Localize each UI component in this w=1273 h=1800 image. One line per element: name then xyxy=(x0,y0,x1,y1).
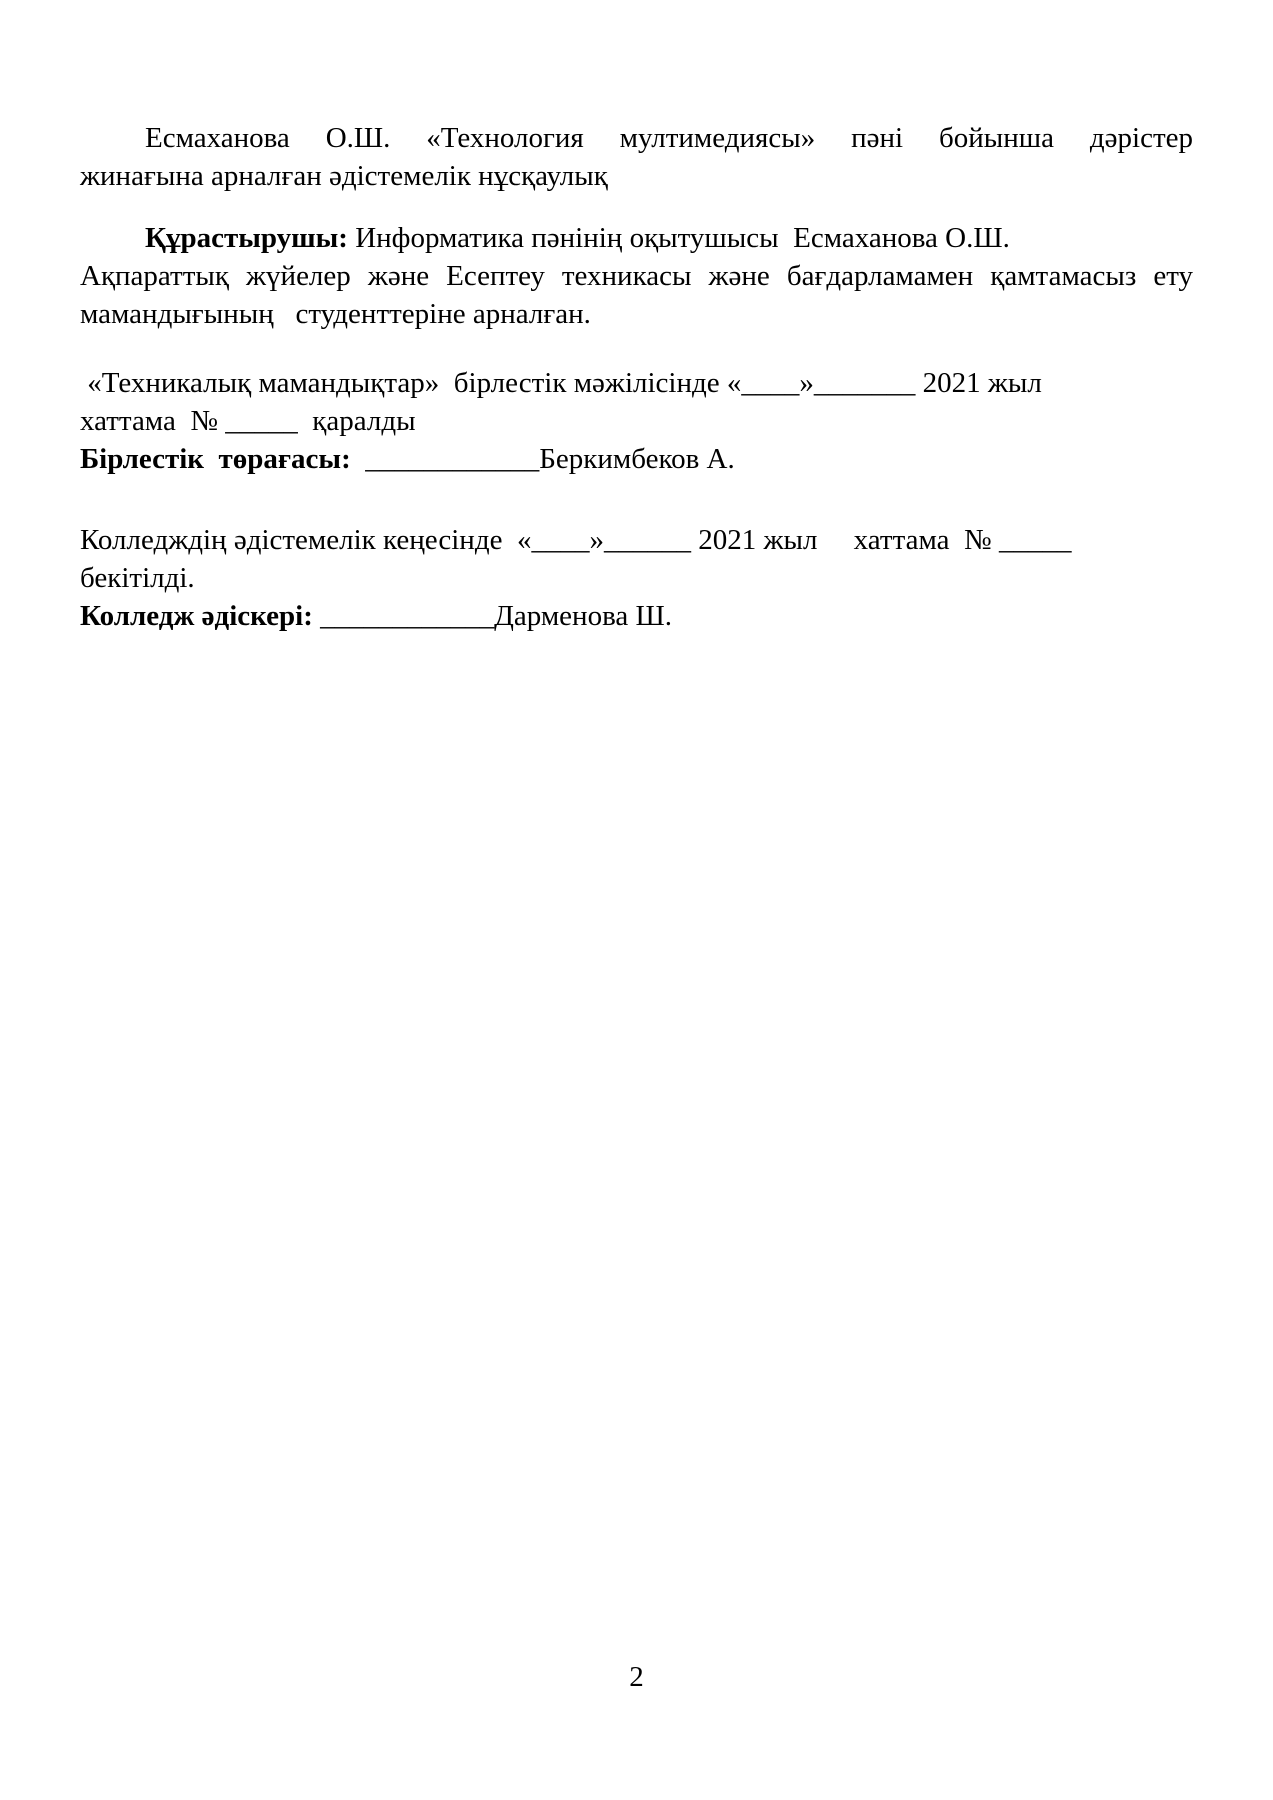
page-number: 2 xyxy=(629,1661,644,1693)
college-line-3 xyxy=(80,597,1193,635)
paragraph-association-approval xyxy=(80,364,1193,478)
college-methodist-signature: ____________Дарменова Ш. xyxy=(312,600,673,632)
paragraph-title xyxy=(80,119,1193,195)
title-line-2: жинағына арналған әдістемелік нұсқаулық xyxy=(80,160,608,192)
association-line-3 xyxy=(80,440,1193,478)
paragraph-college-approval xyxy=(80,521,1193,635)
association-line-1: «Техникалық мамандықтар» бірлестік мәжілісінде «____»_______ 2021 жыл xyxy=(80,367,1042,399)
author-line-3: мамандығының студенттеріне арналған. xyxy=(80,298,591,330)
author-line-2: Ақпараттық жүйелер және Есептеу техникасы және бағдарламамен қамтамасыз ету xyxy=(80,260,1193,292)
association-chair-label: Бірлестік төрағасы: xyxy=(80,443,351,475)
paragraph-author xyxy=(80,219,1193,333)
author-lead-label: Құрастырушы: xyxy=(145,222,348,254)
author-line-1 xyxy=(80,219,1193,257)
association-line-2: хаттама № _____ қаралды xyxy=(80,405,416,437)
college-line-1: Колледждің әдістемелік кеңесінде «____»______ 2021 жыл хаттама № _____ xyxy=(80,524,1072,556)
association-chair-signature: ____________Беркимбеков А. xyxy=(350,443,735,475)
author-line-1-text: Информатика пәнінің оқытушысы Есмаханова О.Ш. xyxy=(347,222,1010,254)
college-line-2: бекітілді. xyxy=(80,562,195,594)
college-methodist-label: Колледж әдіскері: xyxy=(80,600,313,632)
title-line-1: Есмаханова О.Ш. «Технология мултимедиясы» пәні бойынша дәрістер xyxy=(145,122,1193,154)
